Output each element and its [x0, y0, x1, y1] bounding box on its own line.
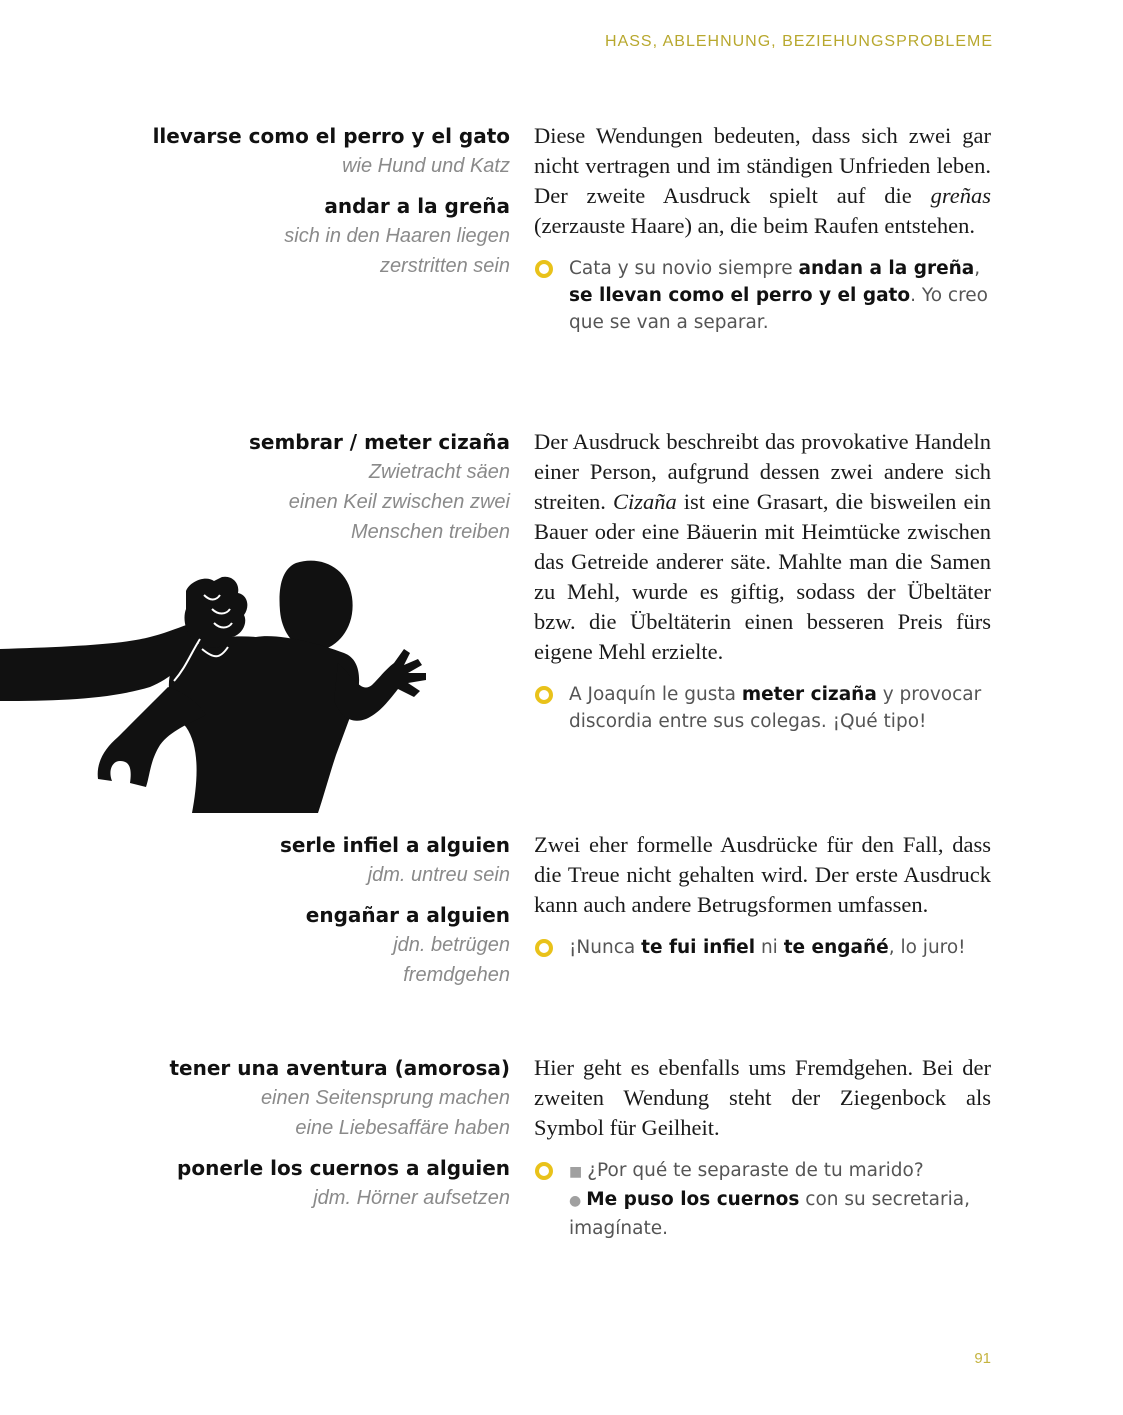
translation: wie Hund und Katz: [342, 155, 510, 177]
description: Zwei eher formelle Ausdrücke für den Fall, dass die Treue nicht gehalten wird. Der erste Ausdruck kann auch andere Betrugsformen umfassen.: [534, 832, 991, 917]
fight-silhouette-illustration: [0, 555, 440, 815]
square-bullet-icon: ■: [569, 1164, 583, 1180]
example-bullet-icon: [535, 260, 553, 278]
entry-explanation: [534, 427, 991, 735]
entry-explanation: [534, 830, 991, 961]
example-sentence: A Joaquín le gusta meter cizaña y provocar discordia entre sus colegas. ¡Qué tipo!: [534, 681, 991, 735]
example-dialog: [534, 1157, 991, 1242]
entry-explanation: [534, 121, 991, 336]
dialog-line: ● Me puso los cuernos con su secretaria, imagínate.: [569, 1189, 970, 1239]
translation: jdn. betrügen: [393, 934, 510, 956]
translation: zerstritten sein: [379, 255, 510, 277]
translation: einen Seitensprung machen: [260, 1087, 510, 1109]
translation: fremdgehen: [403, 964, 510, 986]
translation: sich in den Haaren liegen: [284, 225, 510, 247]
translation: jdm. untreu sein: [367, 864, 510, 886]
term: engañar a alguien: [305, 903, 510, 927]
translation: Menschen treiben: [351, 521, 510, 543]
entry-terms: [90, 121, 510, 281]
example-bullet-icon: [535, 1162, 553, 1180]
running-header: HASS, ABLEHNUNG, BEZIEHUNGSPROBLEME: [605, 33, 993, 50]
entry-terms: [90, 1053, 510, 1213]
translation: einen Keil zwischen zwei: [288, 491, 510, 513]
term: andar a la greña: [324, 194, 510, 218]
round-bullet-icon: ●: [569, 1193, 582, 1209]
description: Der Ausdruck beschreibt das provokative Handeln einer Person, aufgrund dessen zwei andere sich streiten. Cizaña ist eine Grasart, die bisweilen ein Bauer oder eine Bäuerin mit Heimtücke zwischen das Getreide anderer säte. Mahlte man die Samen zu Mehl, wurde es giftig, sodass der Übeltäter bzw. die Übeltäterin einen besseren Preis fürs eigene Mehl erzielte.: [534, 429, 991, 664]
entry-explanation: [534, 1053, 991, 1242]
term: sembrar / meter cizaña: [248, 430, 510, 454]
translation: eine Liebesaffäre haben: [295, 1117, 510, 1139]
description: Hier geht es ebenfalls ums Fremdgehen. Bei der zweiten Wendung steht der Ziegenbock als Symbol für Geilheit.: [534, 1055, 991, 1140]
example-bullet-icon: [535, 939, 553, 957]
example-bullet-icon: [535, 686, 553, 704]
victim-head: [280, 561, 353, 652]
description: Diese Wendungen bedeuten, dass sich zwei gar nicht vertragen und im ständigen Unfrieden leben. Der zweite Ausdruck spielt auf die greñas (zerzauste Haare) an, die beim Raufen entstehen.: [534, 123, 991, 238]
term: tener una aventura (amorosa): [169, 1056, 510, 1080]
translation: jdm. Hörner aufsetzen: [313, 1187, 510, 1209]
example-sentence: Cata y su novio siempre andan a la greña, se llevan como el perro y el gato. Yo creo que se van a separar.: [534, 255, 991, 336]
attacker-limb: [98, 687, 206, 787]
victim-body: [169, 636, 359, 813]
entry-terms: [90, 830, 510, 990]
entry-terms: [90, 427, 510, 547]
page-number: 91: [974, 1350, 991, 1367]
term: serle infiel a alguien: [279, 833, 510, 857]
term: llevarse como el perro y el gato: [152, 124, 510, 148]
translation: Zwietracht säen: [368, 461, 510, 483]
example-sentence: ¡Nunca te fui infiel ni te engañé, lo juro!: [534, 934, 991, 961]
dialog-line: ■ ¿Por qué te separaste de tu marido?: [569, 1160, 924, 1181]
term: ponerle los cuernos a alguien: [177, 1156, 510, 1180]
